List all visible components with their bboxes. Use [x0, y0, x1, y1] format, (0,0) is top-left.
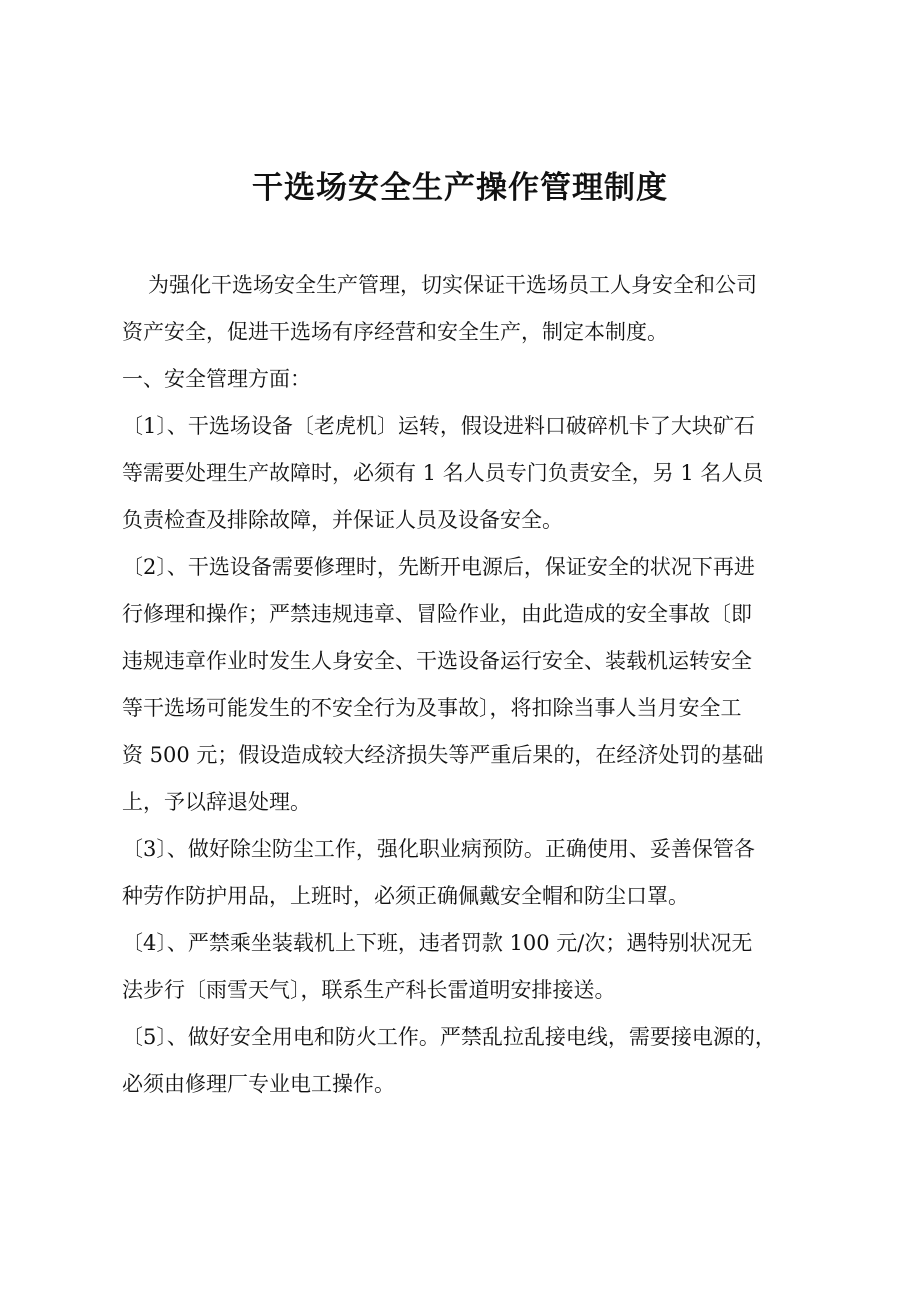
paragraph-line: 行修理和操作；严禁违规违章、冒险作业，由此造成的安全事故〔即 — [122, 602, 752, 626]
paragraph-line: 〔2〕、干选设备需要修理时，先断开电源后，保证安全的状况下再进 — [122, 555, 755, 579]
paragraph-line: 〔3〕、做好除尘防尘工作，强化职业病预防。正确使用、妥善保管各 — [122, 837, 755, 861]
paragraph-line: 负责检查及排除故障，并保证人员及设备安全。 — [122, 508, 563, 532]
paragraph-line: 必须由修理厂专业电工操作。 — [122, 1072, 395, 1096]
paragraph-line: 等需要处理生产故障时，必须有 1 名人员专门负责安全，另 1 名人员 — [122, 461, 764, 485]
paragraph-line: 上，予以辞退处理。 — [122, 790, 311, 814]
paragraph-line: 为强化干选场安全生产管理，切实保证干选场员工人身安全和公司 — [148, 273, 757, 297]
paragraph-line: 〔5〕、做好安全用电和防火工作。严禁乱拉乱接电线，需要接电源的， — [122, 1025, 776, 1049]
paragraph-line: 〔4〕、严禁乘坐装载机上下班，违者罚款 100 元/次；遇特别状况无 — [122, 931, 753, 955]
paragraph-line: 法步行〔雨雪天气〕，联系生产科长雷道明安排接送。 — [122, 978, 616, 1002]
document-title: 干选场安全生产操作管理制度 — [252, 170, 668, 206]
paragraph-line: 等干选场可能发生的不安全行为及事故〕，将扣除当事人当月安全工 — [122, 696, 742, 720]
paragraph-line: 〔1〕、干选场设备〔老虎机〕运转，假设进料口破碎机卡了大块矿石 — [122, 414, 755, 438]
paragraph-line: 资产安全，促进干选场有序经营和安全生产，制定本制度。 — [122, 320, 668, 344]
paragraph-line: 资 500 元；假设造成较大经济损失等严重后果的，在经济处罚的基础 — [122, 743, 764, 767]
paragraph-line: 种劳作防护用品，上班时，必须正确佩戴安全帽和防尘口罩。 — [122, 884, 689, 908]
paragraph-line: 违规违章作业时发生人身安全、干选设备运行安全、装载机运转安全 — [122, 649, 752, 673]
section-heading: 一、安全管理方面： — [122, 367, 311, 391]
document-body — [122, 262, 822, 1108]
